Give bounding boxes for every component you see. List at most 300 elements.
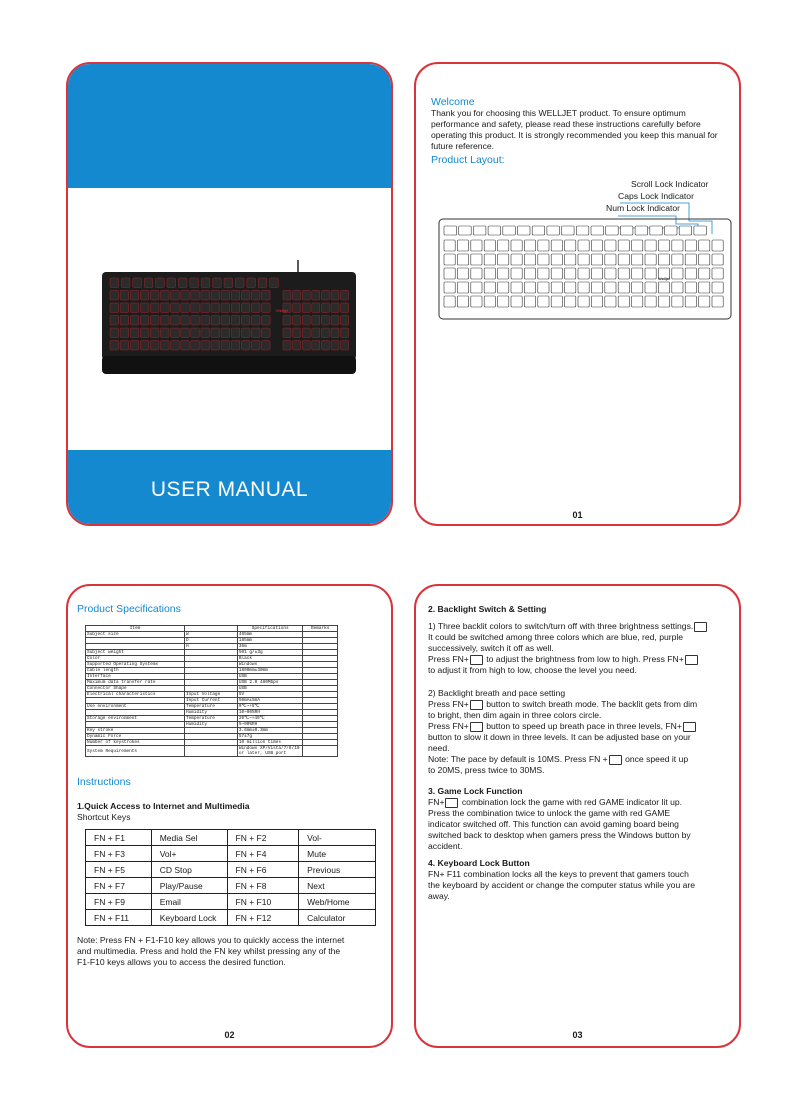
- layout-key: [532, 226, 545, 235]
- layout-key: [565, 240, 576, 251]
- photo-key: [156, 278, 165, 288]
- text-line: to bright, then dim again in three colors circle.: [428, 710, 602, 720]
- text-line: Note: The pace by default is 10MS. Press FN +: [428, 754, 608, 764]
- photo-key: [321, 316, 329, 326]
- brightness-up-key-icon: [470, 655, 483, 665]
- photo-key: [150, 328, 159, 338]
- photo-key: [110, 291, 119, 301]
- photo-key: [251, 328, 260, 338]
- photo-key: [331, 291, 339, 301]
- layout-key: [618, 282, 629, 293]
- layout-key: [444, 268, 455, 279]
- layout-key: [471, 296, 482, 307]
- photo-key: [130, 291, 139, 301]
- layout-key: [645, 240, 656, 251]
- photo-key: [130, 328, 139, 338]
- note-line: and multimedia. Press and hold the FN key whilst pressing any of the: [77, 946, 341, 956]
- photo-key: [302, 328, 310, 338]
- layout-key: [632, 254, 643, 265]
- text-line: switched back to desktop when gamers press the Windows button by: [428, 830, 691, 840]
- shortcut-cell: Media Sel: [151, 830, 227, 846]
- spec-cell: Temperature: [184, 704, 237, 710]
- photo-key: [283, 341, 291, 351]
- shortcut-cell: FN + F1: [86, 830, 152, 846]
- layout-key: [578, 282, 589, 293]
- photo-key: [140, 341, 149, 351]
- spec-cell: Number of keystrokes: [86, 740, 185, 746]
- layout-key: [672, 254, 683, 265]
- shortcut-cell: Mute: [299, 846, 376, 862]
- shortcut-cell: Keyboard Lock: [151, 910, 227, 926]
- photo-key: [312, 341, 320, 351]
- photo-key: [161, 328, 170, 338]
- text-line: Press FN+: [428, 699, 469, 709]
- photo-key: [235, 278, 244, 288]
- photo-key: [231, 328, 240, 338]
- layout-key: [712, 268, 723, 279]
- layout-key: [665, 226, 678, 235]
- photo-key: [191, 303, 200, 313]
- layout-key: [685, 296, 696, 307]
- text-line: Press FN+: [428, 721, 469, 731]
- photo-key: [302, 291, 310, 301]
- pace-key-icon: [609, 755, 622, 765]
- photo-key: [312, 303, 320, 313]
- photo-key: [341, 328, 349, 338]
- photo-key: [258, 278, 267, 288]
- shortcut-cell: Next: [299, 878, 376, 894]
- photo-key: [302, 303, 310, 313]
- spec-cell: System Requirements: [86, 746, 185, 757]
- layout-key: [699, 254, 710, 265]
- spec-cell: 10 million times: [237, 740, 303, 746]
- shortcut-cell: FN + F5: [86, 862, 152, 878]
- layout-key: [645, 268, 656, 279]
- photo-key: [321, 341, 329, 351]
- text-line: successively, switch it off as well.: [428, 643, 554, 653]
- photo-key: [211, 328, 220, 338]
- photo-key: [221, 341, 230, 351]
- layout-key: [551, 282, 562, 293]
- photo-key: [241, 341, 250, 351]
- spec-header-cell: Item: [86, 626, 185, 632]
- layout-key: [524, 282, 535, 293]
- layout-key: [538, 254, 549, 265]
- spec-cell: Key stroke: [86, 728, 185, 734]
- note-line: Note: Press FN + F1-F10 key allows you to quickly access the internet: [77, 935, 345, 945]
- layout-key: [591, 296, 602, 307]
- photo-key: [191, 341, 200, 351]
- layout-key: [591, 268, 602, 279]
- layout-key: [524, 254, 535, 265]
- shortcut-row: [86, 878, 376, 894]
- photo-key: [161, 303, 170, 313]
- note-line: F1-F10 keys allows you to access the desired function.: [77, 957, 286, 967]
- layout-key: [632, 282, 643, 293]
- photo-key: [341, 316, 349, 326]
- layout-key: [685, 282, 696, 293]
- layout-key: [538, 240, 549, 251]
- photo-key: [150, 341, 159, 351]
- shortcut-cell: Previous: [299, 862, 376, 878]
- photo-key: [331, 303, 339, 313]
- layout-key: [591, 226, 604, 235]
- layout-key: [538, 282, 549, 293]
- layout-key: [578, 296, 589, 307]
- photo-key: [201, 328, 210, 338]
- layout-key: [484, 254, 495, 265]
- text-line: Press FN+: [428, 654, 469, 664]
- spec-cell: 36m: [237, 644, 303, 650]
- shortcut-cell: CD Stop: [151, 862, 227, 878]
- photo-key: [171, 328, 180, 338]
- photo-key: [181, 291, 190, 301]
- layout-key: [699, 282, 710, 293]
- shortcut-row: [86, 830, 376, 846]
- welcome-line: future reference.: [431, 141, 495, 151]
- shortcut-row: [86, 862, 376, 878]
- photo-key: [211, 316, 220, 326]
- layout-key: [511, 296, 522, 307]
- layout-key: [551, 296, 562, 307]
- photo-key: [262, 316, 271, 326]
- photo-key: [262, 291, 271, 301]
- spec-cell: 3.6mm±0.3mm: [237, 728, 303, 734]
- spec-cell: Humidity: [184, 722, 237, 728]
- pace-up-key-icon: [470, 722, 483, 732]
- text-line: to adjust the brightness from low to high. Press FN+: [483, 654, 684, 664]
- page-01: [414, 62, 741, 526]
- text-line: FN+ F11 combination locks all the keys to prevent that gamers touch: [428, 869, 689, 879]
- photo-key: [140, 291, 149, 301]
- photo-key: [341, 291, 349, 301]
- layout-key: [699, 296, 710, 307]
- section4-title: 4. Keyboard Lock Button: [428, 858, 530, 868]
- layout-key: [578, 240, 589, 251]
- layout-key: [551, 240, 562, 251]
- layout-key: [484, 268, 495, 279]
- layout-key: [578, 268, 589, 279]
- layout-key: [471, 254, 482, 265]
- layout-key: [685, 254, 696, 265]
- layout-key: [524, 240, 535, 251]
- layout-key: [459, 226, 472, 235]
- photo-key: [251, 341, 260, 351]
- photo-key: [293, 291, 301, 301]
- spec-cell: 50mA±5mA: [237, 698, 303, 704]
- text-line: Press the combination twice to unlock the game with red GAME: [428, 808, 671, 818]
- photo-key: [110, 278, 119, 288]
- section2-part2: [428, 688, 738, 776]
- shortcut-cell: FN + F7: [86, 878, 152, 894]
- layout-key: [650, 226, 663, 235]
- photo-key: [133, 278, 142, 288]
- photo-key: [190, 278, 199, 288]
- layout-key: [457, 254, 468, 265]
- photo-key: [140, 303, 149, 313]
- shortcut-cell: FN + F4: [227, 846, 299, 862]
- layout-key: [672, 268, 683, 279]
- brightness-down-key-icon: [685, 655, 698, 665]
- photo-key: [231, 291, 240, 301]
- spec-cell: Use environment: [86, 704, 185, 710]
- layout-key: [551, 254, 562, 265]
- spec-cell: 185mm: [237, 638, 303, 644]
- shortcut-cell: FN + F10: [227, 894, 299, 910]
- photo-key: [171, 316, 180, 326]
- photo-key: [293, 316, 301, 326]
- layout-key: [473, 226, 486, 235]
- spec-cell: Windows: [237, 662, 303, 668]
- photo-key: [121, 278, 130, 288]
- shortcut-cell: FN + F6: [227, 862, 299, 878]
- page-number: 02: [224, 1030, 235, 1040]
- section3-title: 3. Game Lock Function: [428, 786, 523, 796]
- spec-cell: 0℃~+5℃: [237, 704, 303, 710]
- photo-key: [231, 316, 240, 326]
- photo-key: [293, 328, 301, 338]
- spec-cell: 20℃~+40℃: [237, 716, 303, 722]
- cover-top-band: [68, 64, 391, 188]
- spec-cell: Black: [237, 656, 303, 662]
- photo-key: [331, 316, 339, 326]
- photo-key: [247, 278, 256, 288]
- page-number: 01: [572, 510, 583, 520]
- spec-cell: Temperature: [184, 716, 237, 722]
- layout-key: [605, 282, 616, 293]
- spec-cell: 10~90%RH: [237, 710, 303, 716]
- layout-key: [645, 282, 656, 293]
- layout-key: [632, 296, 643, 307]
- spec-cell: Subject weight: [86, 650, 185, 656]
- text-line: FN+: [428, 797, 445, 807]
- layout-key: [672, 296, 683, 307]
- photo-key: [120, 291, 129, 301]
- welcome-line: performance and safety, please read these instructions carefully before: [431, 119, 701, 129]
- layout-key: [672, 282, 683, 293]
- spec-cell: [184, 746, 237, 757]
- layout-key: [538, 296, 549, 307]
- pace-down-key-icon: [683, 722, 696, 732]
- keyboard-layout-diagram: [436, 174, 736, 324]
- photo-key: [161, 291, 170, 301]
- layout-key: [562, 226, 575, 235]
- scroll-lock-callout: Scroll Lock Indicator: [631, 179, 709, 189]
- game-lock-key-icon: [445, 798, 458, 808]
- shortcut-table: [85, 829, 376, 926]
- photo-key: [120, 341, 129, 351]
- layout-key: [565, 296, 576, 307]
- photo-key: [331, 341, 339, 351]
- text-line: indicator switched off. This function can avoid gaming board being: [428, 819, 679, 829]
- photo-key: [251, 303, 260, 313]
- photo-key: [181, 316, 190, 326]
- photo-key: [341, 303, 349, 313]
- layout-key: [699, 268, 710, 279]
- photo-key: [150, 316, 159, 326]
- layout-key: [498, 282, 509, 293]
- photo-key: [262, 341, 271, 351]
- layout-key: [591, 254, 602, 265]
- spec-cell: USB: [237, 674, 303, 680]
- photo-key: [171, 303, 180, 313]
- layout-key: [551, 268, 562, 279]
- spec-cell: Input Voltage: [184, 692, 237, 698]
- photo-key: [150, 303, 159, 313]
- photo-brand: Welljet: [276, 308, 288, 313]
- layout-key: [457, 268, 468, 279]
- photo-key: [241, 328, 250, 338]
- welcome-line: Thank you for choosing this WELLJET product. To ensure optimum: [431, 108, 686, 118]
- spec-cell: 5~90%RH: [237, 722, 303, 728]
- layout-key: [618, 268, 629, 279]
- spec-cell: Color: [86, 656, 185, 662]
- spec-cell: 57±7g: [237, 734, 303, 740]
- layout-key: [658, 282, 669, 293]
- layout-key: [658, 296, 669, 307]
- layout-key: [685, 268, 696, 279]
- photo-key: [171, 291, 180, 301]
- layout-heading: Product Layout:: [431, 154, 505, 166]
- photo-key: [110, 341, 119, 351]
- layout-key: [457, 240, 468, 251]
- cover-title: USER MANUAL: [150, 478, 309, 501]
- photo-key: [201, 316, 210, 326]
- keyboard-photo: [98, 260, 360, 376]
- spec-cell: Connector Shape: [86, 686, 185, 692]
- shortcut-cell: FN + F11: [86, 910, 152, 926]
- layout-key: [547, 226, 560, 235]
- text-line: It could be switched among three colors which are blue, red, purple: [428, 632, 684, 642]
- layout-brand: Welljet: [658, 276, 670, 281]
- spec-cell: USB 2.0 480Mbps: [237, 680, 303, 686]
- photo-key: [270, 278, 279, 288]
- photo-key: [120, 303, 129, 313]
- spec-cell: [303, 746, 338, 757]
- photo-key: [331, 328, 339, 338]
- layout-key: [618, 240, 629, 251]
- layout-key: [457, 282, 468, 293]
- shortcut-cell: Web/Home: [299, 894, 376, 910]
- spec-table: [85, 625, 338, 757]
- photo-key: [161, 316, 170, 326]
- section2-part1: [428, 621, 738, 676]
- layout-key: [444, 226, 457, 235]
- photo-key: [191, 328, 200, 338]
- photo-key: [224, 278, 233, 288]
- photo-key: [321, 303, 329, 313]
- layout-key: [444, 254, 455, 265]
- layout-key: [699, 240, 710, 251]
- spec-cell: Subject size: [86, 632, 185, 638]
- photo-key: [293, 341, 301, 351]
- layout-key: [444, 240, 455, 251]
- spec-cell: Dynamic Force: [86, 734, 185, 740]
- shortcut-row: [86, 894, 376, 910]
- layout-key: [618, 254, 629, 265]
- layout-key: [712, 296, 723, 307]
- photo-key: [110, 303, 119, 313]
- photo-key: [120, 316, 129, 326]
- layout-key: [498, 240, 509, 251]
- layout-key: [694, 226, 707, 235]
- layout-key: [524, 296, 535, 307]
- photo-key: [211, 291, 220, 301]
- page-number: 03: [572, 1030, 583, 1040]
- layout-key: [565, 268, 576, 279]
- section2-title: 2. Backlight Switch & Setting: [428, 604, 547, 614]
- photo-key: [130, 341, 139, 351]
- shortcut-cell: FN + F12: [227, 910, 299, 926]
- shortcut-cell: FN + F8: [227, 878, 299, 894]
- layout-key: [484, 282, 495, 293]
- shortcut-cell: Email: [151, 894, 227, 910]
- spec-cell: Supported Operating Systems: [86, 662, 185, 668]
- spec-cell: 1800mm±30mm: [237, 668, 303, 674]
- photo-key: [191, 291, 200, 301]
- photo-key: [211, 341, 220, 351]
- layout-key: [484, 240, 495, 251]
- photo-key: [201, 278, 210, 288]
- layout-key: [484, 296, 495, 307]
- photo-key: [191, 316, 200, 326]
- layout-key: [591, 282, 602, 293]
- layout-key: [565, 282, 576, 293]
- layout-key: [444, 282, 455, 293]
- photo-key: [221, 328, 230, 338]
- layout-key: [658, 240, 669, 251]
- spec-cell: Maximum data transfer rate: [86, 680, 185, 686]
- layout-key: [712, 254, 723, 265]
- photo-key: [251, 291, 260, 301]
- shortcut-cell: Vol+: [151, 846, 227, 862]
- photo-key: [231, 303, 240, 313]
- shortcut-row: [86, 910, 376, 926]
- instructions-heading: Instructions: [77, 776, 131, 788]
- photo-key: [130, 316, 139, 326]
- layout-key: [511, 240, 522, 251]
- photo-key: [181, 303, 190, 313]
- photo-key: [262, 303, 271, 313]
- photo-key: [120, 328, 129, 338]
- photo-key: [211, 303, 220, 313]
- photo-key: [312, 328, 320, 338]
- text-line: button to speed up breath pace in three levels, FN+: [483, 721, 682, 731]
- photo-key: [302, 316, 310, 326]
- layout-key: [498, 268, 509, 279]
- layout-key: [538, 268, 549, 279]
- spec-cell: W: [184, 632, 237, 638]
- text-line: the keyboard by accident or change the computer status while you are: [428, 880, 696, 890]
- text-line: to 20MS, press twice to 30MS.: [428, 765, 545, 775]
- text-line: to adjust it from high to low, choose the level you need.: [428, 665, 637, 675]
- spec-cell: 5V: [237, 692, 303, 698]
- photo-key: [221, 316, 230, 326]
- layout-key: [591, 240, 602, 251]
- text-line: 1) Three backlit colors to switch/turn off with three brightness settings.: [428, 621, 694, 631]
- photo-key: [341, 341, 349, 351]
- spec-cell: D: [184, 638, 237, 644]
- photo-key: [231, 341, 240, 351]
- layout-key: [498, 296, 509, 307]
- photo-key: [110, 328, 119, 338]
- section4-text: [428, 869, 738, 902]
- layout-key: [632, 240, 643, 251]
- photo-key: [302, 341, 310, 351]
- layout-key: [605, 254, 616, 265]
- text-line: 2) Backlight breath and pace setting: [428, 688, 566, 698]
- photo-key: [283, 291, 291, 301]
